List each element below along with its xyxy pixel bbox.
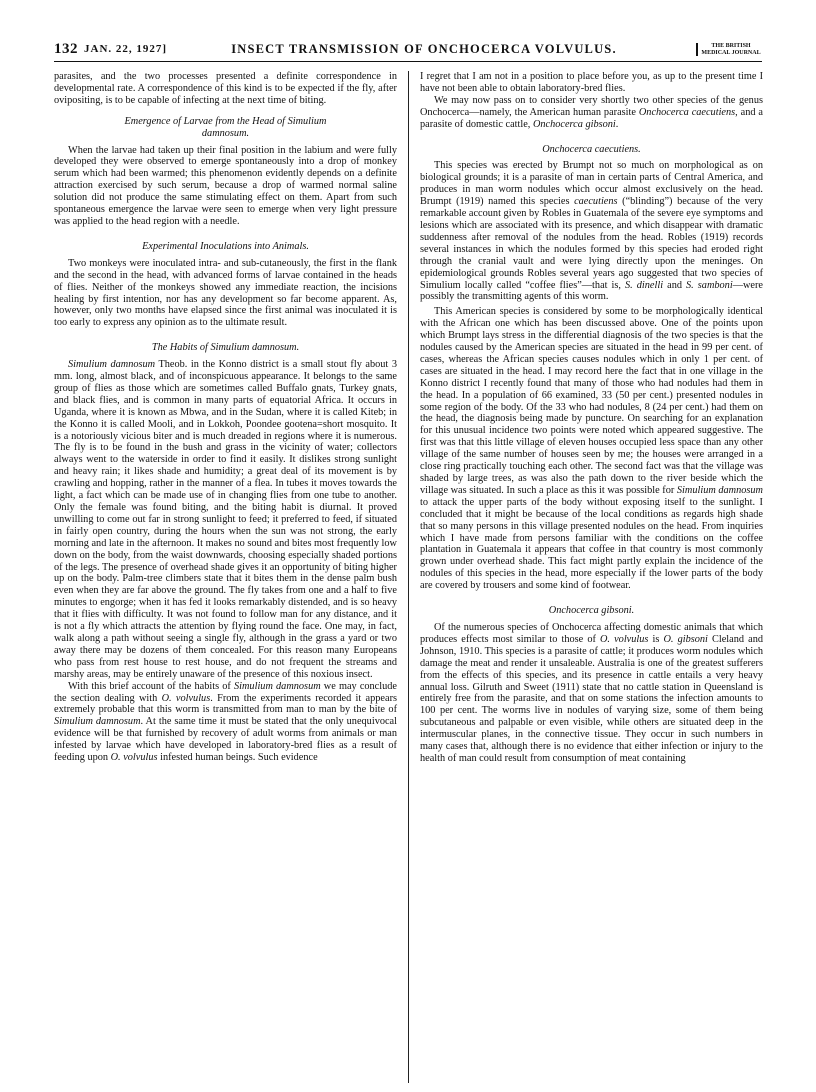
paragraph-text: to attack the upper parts of the body without exposing itself to the sunlight. I concluded that it might be because of the local conditions as regards high shade that so many persons in this village presented nodules on the head. From inquiries which I have made from persons familiar with the conditions on the coffee plantation in Guatemala it appears that coffee in that country is most commonly grown under overhead shade. This fact might partly explain the incidence of the nodules of this species in the head, more especially if the lower parts of the body are covered by trousers and some kind of footwear.: [420, 496, 763, 592]
heading-line: damnosum.: [201, 127, 250, 139]
paragraph-inoculations: Two monkeys were inoculated intra- and sub-cutaneously, the first in the flank and the second in the head, with advanced forms of larvae contained in the heads of flies. Neither of the monkeys showed any immediate reaction, the incisions healing by first intention, nor has any development so far become apparent. As, however, only two months have elapsed since the first animal was inoculated it is too early to express any opinion as to the ultimate result.: [54, 257, 397, 329]
column-divider: [408, 71, 409, 1083]
paragraph-text: Theob. in the Konno district is a small stout fly about 3 mm. long, almost black, and of inconspicuous appearance. It belongs to the same group of flies as those which are sometimes called Buffalo gnats, Turkey gnats, and black flies, and is common in many parts of equatorial Africa. It occurs in Uganda, where it is known as Mbwa, and in the Sudan, where it is called Kiteb; in the Konno it is called Mooli, and in Lokkoh, Poondee gootena=short mosquito. It is a notoriously vicious biter and is much dreaded in regions where it is numerous. The fly is to be found in the bush and grass in the vicinity of water; collectors always went to the waterside in order to find it easily. It dislikes strong sunlight and heavy rain; it likes shade and humidity; a great deal of its movement is by crawling and hopping, rather in the manner of a flea. In tubes it moves towards the light, a fact which can be made use of in changing flies from one tube to another. Only the female was found biting, and the biting habit is diurnal. It proved unwilling to come out far in strong sunlight to feed; it preferred to feed, if situated in fairly open country, during the hours when the sun was not strong, the early morning and late in the afternoon. It makes no sound and bites most frequently low down on the body, from the waist downwards, choosing especially shaded portions of the legs. The presence of overhead shade gives it an opportunity of biting higher up on the body. Palm-tree climbers state that it bites them in the dense palm bush even when they are far above the ground. The fly takes from one and a half to five minutes to engorge; when it has fed it looks remarkably distended, and is so heavy that it flies with difficulty. It was not found to follow man for any distance, and it is not a fly which attracts the attention by flying round the face. One may, in fact, walk along a path without seeing a single fly, although in the grass a yard or two away there may be dozens of them concealed. For this reason many Europeans who pass from rest house to rest house, and do not frequent the streams and marshy areas, may be entirely unaware of the presence of this noxious insect.: [54, 359, 397, 680]
paragraph-text: We may now pass on to consider very shortly two other species of the genus Onchocerca—namely, the American human parasite: [420, 94, 763, 118]
page-number: 132: [54, 41, 78, 57]
paragraph-text: —were possibly the transmitting agents of this worm.: [420, 279, 763, 303]
paragraph-text: . At the same time it must be stated that the only unequivocal evidence will be that furnished by recovery of adult worms from animals or man infested by larvae which have developed in laboratory-bred flies as a result of feeding upon: [54, 716, 397, 764]
heading-line: Emergence of Larvae from the Head of Simulium: [124, 115, 327, 127]
section-heading-inoculations: Experimental Inoculations into Animals.: [142, 240, 309, 252]
left-column: [54, 71, 397, 764]
paragraph-text: Cleland and Johnson, 1910. This species is a parasite of cattle; it produces worm nodules which damage the meat and render it unsaleable. Australia is one of the greatest sufferers from the effects of this species, and its presence in cattle entails a very heavy annual loss. Gilruth and Sweet (1911) state that no cattle station in Queensland is entirely free from the parasite, and that on some stations the infection amounts to 100 per cent. The worms live in nodules of varying size, some of them being subcutaneous and palpable or even visible, while others are situated deep in the intermuscular planes, in the connective tissue. They occur in such numbers in many cases that, although there is no evidence that either infection or injury to the health of man could result from consumption of meat containing: [420, 633, 763, 764]
paragraph-text: we may conclude the section dealing with: [54, 680, 397, 704]
paragraph-continuation: parasites, and the two processes presented a definite correspondence in developmental rate. A correspondence of this kind is to be expected if the fly, after ovipositing, is to be capable of infecting at the next time of biting.: [54, 71, 397, 106]
journal-name-line1: THE BRITISH: [711, 43, 751, 49]
paragraph-caecutiens: [420, 160, 763, 303]
paragraph-text: infested human beings. Such evidence: [157, 752, 318, 764]
issue-date: JAN. 22, 1927]: [84, 43, 168, 55]
section-heading-emergence: [54, 116, 397, 140]
species-name: Simulium damnosum: [676, 484, 763, 496]
paragraph-text: This species was erected by Brumpt not so much on morphological as on biological grounds; it is a parasite of man in certain parts of Central America, and produces in man worm nodules which occur almost exclusively on the head. Brumpt (1919) named this species: [420, 160, 763, 208]
paragraph-text: and: [663, 279, 687, 291]
paragraph-other-species: [420, 95, 763, 131]
species-name: O. gibsoni: [663, 633, 708, 645]
paragraph-text: , and a parasite of domestic cattle,: [420, 106, 763, 130]
journal-name-line2: MEDICAL JOURNAL: [701, 49, 761, 56]
page-header: [54, 41, 762, 62]
species-name: O. volvulus: [161, 692, 211, 704]
species-name: O. volvulus: [110, 752, 158, 764]
species-name: Simulium damnosum: [54, 716, 141, 728]
paragraph-gibsoni: [420, 622, 763, 765]
species-name: Onchocerca gibsoni: [532, 118, 616, 130]
journal-name: [696, 43, 762, 56]
species-name: S. dinelli: [625, 279, 664, 291]
species-name: Onchocerca caecutiens: [638, 106, 736, 118]
section-heading-caecutiens: Onchocerca caecutiens.: [542, 143, 641, 155]
section-heading-habits: The Habits of Simulium damnosum.: [151, 342, 300, 354]
right-column: [420, 71, 763, 765]
species-name: S. samboni: [686, 279, 733, 291]
running-title: INSECT TRANSMISSION OF ONCHOCERCA VOLVULUS.: [231, 42, 617, 56]
paragraph-text: Of the numerous species of Onchocerca affecting domestic animals that which produces effects most similar to those of: [420, 621, 763, 645]
paragraph-text: This American species is considered by some to be morphologically identical with the African one which has been discussed above. One of the points upon which Brumpt lays stress in the differential diagnosis of the two species is that the nodules caused by the American species are situated in the head in 99 per cent. of cases, whereas the African species causes nodules which in only 1 per cent. of cases are situated in the head. I may record here the fact that in one village in the Konno district I recently found that many of those who had nodules had them in the head. In a population of 66 examined, 33 (50 per cent.) presented nodules in some region of the body. Of the 33 who had nodules, 8 (24 per cent.) had them on the head, the diagnosis being made by puncture. On searching for an explanation for this unusual incidence two points were noted which appeared suggestive. The first was that this little village of eleven houses occupied less space than any other village of the same number of houses seen by me; the houses were arranged in a close ring practically touching each other. The second fact was that the village was shaded by large trees, as was also the path down to the river beside which the village was situated. In such a place as this it was possible for: [420, 306, 763, 496]
species-name: Simulium damnosum: [68, 359, 156, 371]
paragraph-continuation: I regret that I am not in a position to place before you, as up to the present time I have not been able to obtain laboratory-bred flies.: [420, 71, 763, 94]
species-name: caecutiens: [574, 196, 618, 208]
paragraph-text: is: [648, 633, 664, 645]
paragraph-emergence: When the larvae had taken up their final position in the labium and were fully developed they were observed to emerge spontaneously into a drop of monkey serum which had been warmed; this phenomenon evidently depends on a definite attraction exercised by such serum, because a drop of warmed normal saline solution did not produce the same stimulating effect on them. Apart from such spontaneous emergence the larvae were seen to emerge when very light pressure was applied to the head region with a needle.: [54, 144, 397, 227]
paragraph-american-species: [420, 306, 763, 592]
paragraph-conclusion: [54, 681, 397, 764]
paragraph-habits: [54, 359, 397, 680]
paragraph-text: With this brief account of the habits of: [68, 680, 234, 692]
paragraph-text: . From the experiments recorded it appears extremely probable that this worm is transmitted from man to man by the bite of: [54, 692, 398, 716]
section-heading-gibsoni: Onchocerca gibsoni.: [548, 605, 635, 617]
paragraph-text: (“blinding”) because of the very remarkable account given by Robles in Guatemala of the severe eye symptoms and lesions which are associated with its presence, and which disappear with dramatic suddenness after removal of the nodules from the head. Robles (1919) records several instances in which the nodules formed by this species had eroded right through the cranial vault and were lying directly upon the meninges. On epidemiological grounds Robles several years ago suggested that two species of Simulium locally called “coffee flies”—that is,: [420, 196, 763, 291]
species-name: Simulium damnosum: [233, 680, 321, 692]
paragraph-text: .: [615, 118, 619, 130]
species-name: O. volvulus: [600, 633, 649, 645]
